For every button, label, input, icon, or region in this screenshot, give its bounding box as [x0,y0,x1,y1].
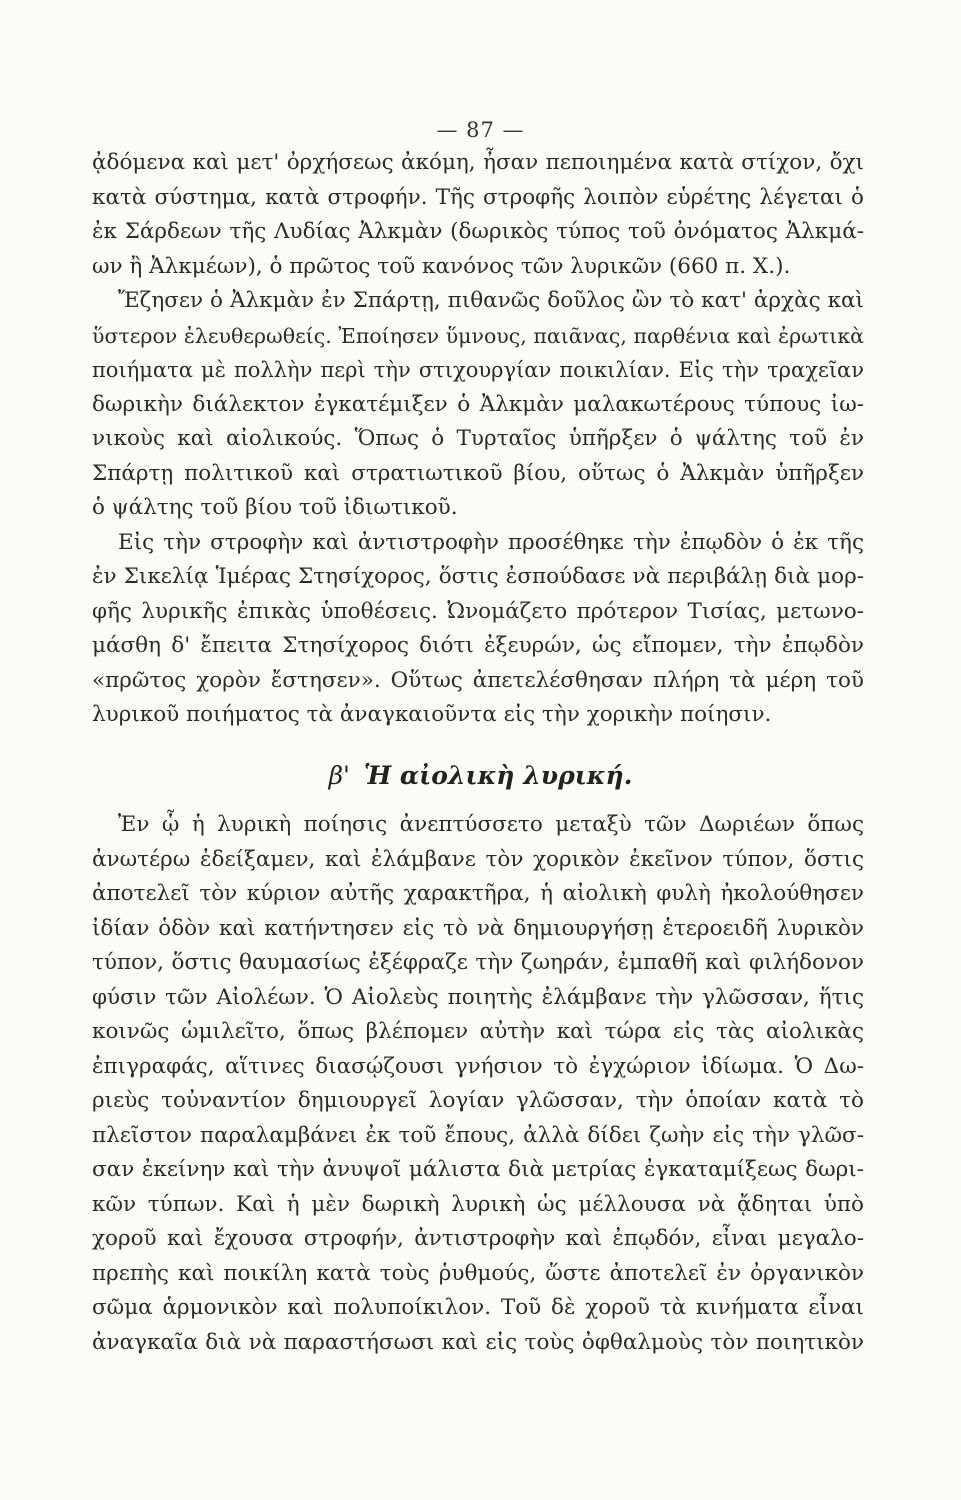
section-title: Ἡ αἰολικὴ λυρική. [363,761,633,790]
section-1-text [92,146,864,733]
text-line: νικοὺς καὶ αἰολικούς. Ὅπως ὁ Τυρταῖος ὑπῆρξεν ὁ ψάλτης τοῦ ἐν [92,426,864,451]
text-line: κοινῶς ὡμιλεῖτο, ὅπως βλέπομεν αὐτὴν καὶ τώρα εἰς τὰς αἰολικὰς [92,1019,864,1044]
text-line: κατὰ σύστημα, κατὰ στροφήν. Τῆς στροφῆς λοιπὸν εὑρέτης λέγεται ὁ [92,184,864,210]
text-line: κῶν τύπων. Καὶ ἡ μὲν δωρικὴ λυρικὴ ὡς μέλλουσα νὰ ᾄδηται ὑπὸ [92,1191,864,1217]
text-line: ποιήματα μὲ πολλὴν περὶ τὴν στιχουργίαν ποικιλίαν. Εἰς τὴν τραχεῖαν [92,358,864,382]
text-line: Σπάρτῃ πολιτικοῦ καὶ στρατιωτικοῦ βίου, οὕτως ὁ Ἀλκμὰν ὑπῆρξεν [92,460,864,486]
text-line: ων ἢ Ἀλκμέων), ὁ πρῶτος τοῦ κανόνος τῶν λυρικῶν (660 π. Χ.). [92,253,791,279]
text-line: ἐκ Σάρδεων τῆς Λυδίας Ἀλκμὰν (δωρικὸς τύπος τοῦ ὀνόματος Ἀλκμά- [92,219,864,244]
text-line: σαν ἐκείνην καὶ τὴν ἀνυψοῖ μάλιστα διὰ μετρίας ἐγκαταμίξεως δωρι- [92,1157,864,1182]
text-line: φῆς λυρικῆς ἐπικὰς ὑποθέσεις. Ὠνομάζετο πρότερον Τισίας, μετωνο- [92,598,864,624]
text-line: Ἔζησεν ὁ Ἀλκμὰν ἐν Σπάρτῃ, πιθανῶς δοῦλος ὢν τὸ κατ' ἀρχὰς καὶ [118,288,864,313]
text-line: ριεὺς τοὐναντίον δημιουργεῖ λογίαν γλῶσσαν, τὴν ὁποίαν κατὰ τὸ [92,1088,864,1113]
text-line: χοροῦ καὶ ἔχουσα στροφήν, ἀντιστροφὴν καὶ ἐπῳδόν, εἶναι μεγαλο- [92,1226,864,1251]
text-line: ἀναγκαῖα διὰ νὰ παραστήσωσι καὶ εἰς τοὺς ὀφθαλμοὺς τὸν ποιητικὸν [92,1329,864,1355]
text-line: μάσθη δ' ἔπειτα Στησίχορος διότι ἐξευρών, ὡς εἴπομεν, τὴν ἐπῳδὸν [92,633,864,658]
text-line: «πρῶτος χορὸν ἔστησεν». Οὕτως ἀπετελέσθησαν πλήρη τὰ μέρη τοῦ [92,667,864,693]
text-line: τύπον, ὅστις θαυμασίως ἐξέφραζε τὴν ζωηράν, ἐμπαθῆ καὶ φιλήδονον [92,950,864,975]
text-line: ἀποτελεῖ τὸν κύριον αὐτῆς χαρακτῆρα, ἡ αἰολικὴ φυλὴ ἠκολούθησεν [92,881,864,906]
section-heading [0,760,961,792]
text-line: λυρικοῦ ποιήματος τὰ ἀναγκαιοῦντα εἰς τὴν χορικὴν ποίησιν. [92,702,772,727]
page-number: — 87 — [436,118,525,142]
text-line: δωρικὴν διάλεκτον ἐγκατέμιξεν ὁ Ἀλκμὰν μαλακωτέρους τύπους ἰω- [92,391,864,417]
section-number: β' [328,761,350,790]
text-line: ὕστερον ἐλευθερωθείς. Ἐποίησεν ὕμνους, παιᾶνας, παρθένια καὶ ἐρωτικὰ [92,323,864,348]
text-line: ἰδίαν ὁδὸν καὶ κατήντησεν εἰς τὸ νὰ δημιουργήσῃ ἑτεροειδῆ λυρικὸν [92,915,864,941]
text-line: ᾀδόμενα καὶ μετ' ὀρχήσεως ἀκόμη, ἦσαν πεποιημένα κατὰ στίχον, ὄχι [92,150,864,175]
text-line: ὁ ψάλτης τοῦ βίου τοῦ ἰδιωτικοῦ. [92,495,458,520]
text-line: σῶμα ἁρμονικὸν καὶ πολυποίκιλον. Τοῦ δὲ χοροῦ τὰ κινήματα εἶναι [92,1295,864,1320]
section-2-text [92,808,864,1360]
text-line: ἀνωτέρω ἐδείξαμεν, καὶ ἐλάμβανε τὸν χορικὸν ἐκεῖνον τύπον, ὅστις [92,846,864,872]
text-line: πλεῖστον παραλαμβάνει ἐκ τοῦ ἔπους, ἀλλὰ δίδει ζωὴν εἰς τὴν γλῶσ- [92,1122,864,1148]
text-line: Εἰς τὴν στροφὴν καὶ ἀντιστροφὴν προσέθηκε τὴν ἐπῳδὸν ὁ ἐκ τῆς [118,529,864,555]
text-line: πρεπὴς καὶ ποικίλη κατὰ τοὺς ῥυθμούς, ὥστε ἀποτελεῖ ἐν ὀργανικὸν [92,1260,864,1286]
text-line: Ἐν ᾧ ἡ λυρικὴ ποίησις ἀνεπτύσσετο μεταξὺ τῶν Δωριέων ὅπως [118,812,864,837]
text-line: ἐπιγραφάς, αἵτινες διασῴζουσι γνήσιον τὸ ἐγχώριον ἰδίωμα. Ὁ Δω- [92,1053,864,1079]
text-line: φύσιν τῶν Αἰολέων. Ὁ Αἰολεὺς ποιητὴς ἐλάμβανε τὴν γλῶσσαν, ἥτις [92,984,864,1010]
text-line: ἐν Σικελίᾳ Ἱμέρας Στησίχορος, ὅστις ἐσπούδασε νὰ περιβάλῃ διὰ μορ- [92,564,864,589]
